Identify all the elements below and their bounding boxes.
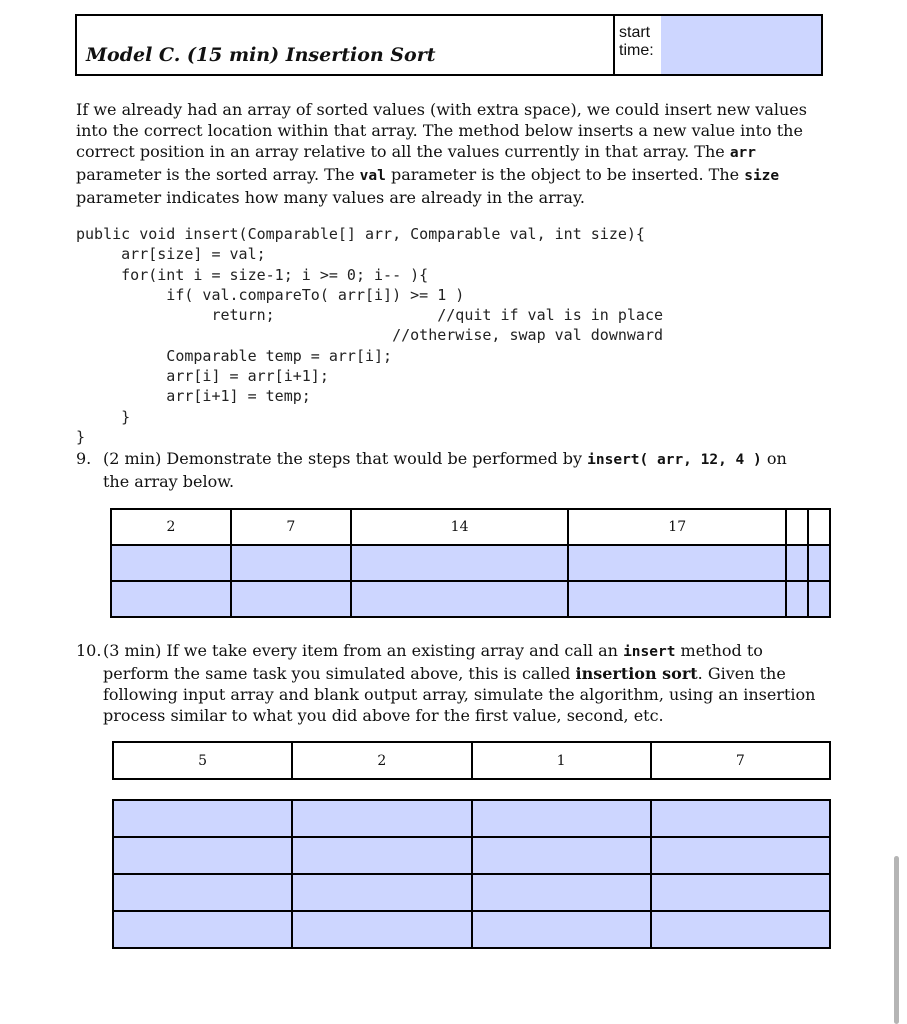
q10-output-row	[113, 837, 830, 874]
q9-cell: 17	[568, 509, 786, 545]
q9-answer-cell[interactable]	[786, 581, 808, 617]
q9-cell	[808, 509, 830, 545]
q10-input-row	[113, 742, 830, 779]
q10-output-cell[interactable]	[651, 800, 830, 837]
question-9	[76, 448, 836, 492]
q10-output-cell[interactable]	[113, 837, 292, 874]
q10-output-cell[interactable]	[292, 874, 471, 911]
q10-output-cell[interactable]	[651, 837, 830, 874]
q9-cell: 2	[111, 509, 231, 545]
model-title: Model C. (15 min) Insertion Sort	[86, 44, 436, 66]
q10-output-cell[interactable]	[292, 800, 471, 837]
question-10-number: 10.	[76, 641, 102, 660]
q9-answer-cell[interactable]	[568, 545, 786, 581]
q9-cell: 7	[231, 509, 351, 545]
q10-output-cell[interactable]	[472, 800, 651, 837]
q9-answer-cell[interactable]	[231, 581, 351, 617]
question-10-text: (3 min) If we take every item from an existing array and call an insert method to perform the same task you simulated above, this is called insertion sort. Given the following input array and blank output array, simulate the algorithm, using an insertion process similar to what you did above for the first value, second, etc.	[103, 641, 816, 725]
header-divider	[613, 16, 615, 74]
intro-paragraph: If we already had an array of sorted values (with extra space), we could insert new values into the correct location within that array. The method below inserts a new value into the correct position in an array relative to all the values currently in that array. The arr parameter is the sorted array. The val parameter is the object to be inserted. The size parameter indicates how many values are already in the array.	[76, 100, 807, 207]
q10-input-cell: 5	[113, 742, 292, 779]
q9-answer-cell[interactable]	[808, 581, 830, 617]
q10-output-row	[113, 911, 830, 948]
q9-answer-cell[interactable]	[111, 581, 231, 617]
insert-code-block: public void insert(Comparable[] arr, Comparable val, int size){ arr[size] = val; for(int i = size-1; i >= 0; i-- ){ if( val.compareTo( arr[i]) >= 1 ) return; //quit if val is in place //otherwise, swap val downward Comparable temp = arr[i]; arr[i] = arr[i+1]; arr[i+1] = temp; } }	[76, 225, 663, 446]
q10-output-cell[interactable]	[472, 837, 651, 874]
q9-answer-row	[111, 581, 830, 617]
q9-answer-cell[interactable]	[808, 545, 830, 581]
question-10	[76, 640, 836, 726]
q10-output-cell[interactable]	[651, 911, 830, 948]
q10-output-cell[interactable]	[292, 911, 471, 948]
q10-output-cell[interactable]	[472, 874, 651, 911]
start-time-field[interactable]	[661, 16, 821, 74]
q10-input-table	[112, 741, 831, 780]
start-time-label: start time:	[619, 24, 654, 59]
q9-answer-row	[111, 545, 830, 581]
q9-array-table	[110, 508, 831, 618]
q10-output-cell[interactable]	[113, 874, 292, 911]
q9-answer-cell[interactable]	[111, 545, 231, 581]
q9-answer-cell[interactable]	[231, 545, 351, 581]
question-9-text: (2 min) Demonstrate the steps that would be performed by insert( arr, 12, 4 ) on the array below.	[103, 449, 787, 491]
q9-answer-cell[interactable]	[568, 581, 786, 617]
model-header	[75, 14, 823, 76]
q9-cell	[786, 509, 808, 545]
q10-output-cell[interactable]	[651, 874, 830, 911]
q10-output-cell[interactable]	[113, 800, 292, 837]
q10-output-row	[113, 874, 830, 911]
q10-input-cell: 1	[472, 742, 651, 779]
q10-output-cell[interactable]	[472, 911, 651, 948]
q9-answer-cell[interactable]	[351, 545, 569, 581]
q9-answer-cell[interactable]	[786, 545, 808, 581]
q10-output-cell[interactable]	[113, 911, 292, 948]
q9-answer-cell[interactable]	[351, 581, 569, 617]
question-9-number: 9.	[76, 449, 92, 468]
q10-output-row	[113, 800, 830, 837]
q9-cell: 14	[351, 509, 569, 545]
vertical-scrollbar[interactable]	[894, 856, 899, 1024]
q10-output-table	[112, 799, 831, 949]
q10-input-cell: 2	[292, 742, 471, 779]
q10-output-cell[interactable]	[292, 837, 471, 874]
q9-array-row	[111, 509, 830, 545]
q10-input-cell: 7	[651, 742, 830, 779]
